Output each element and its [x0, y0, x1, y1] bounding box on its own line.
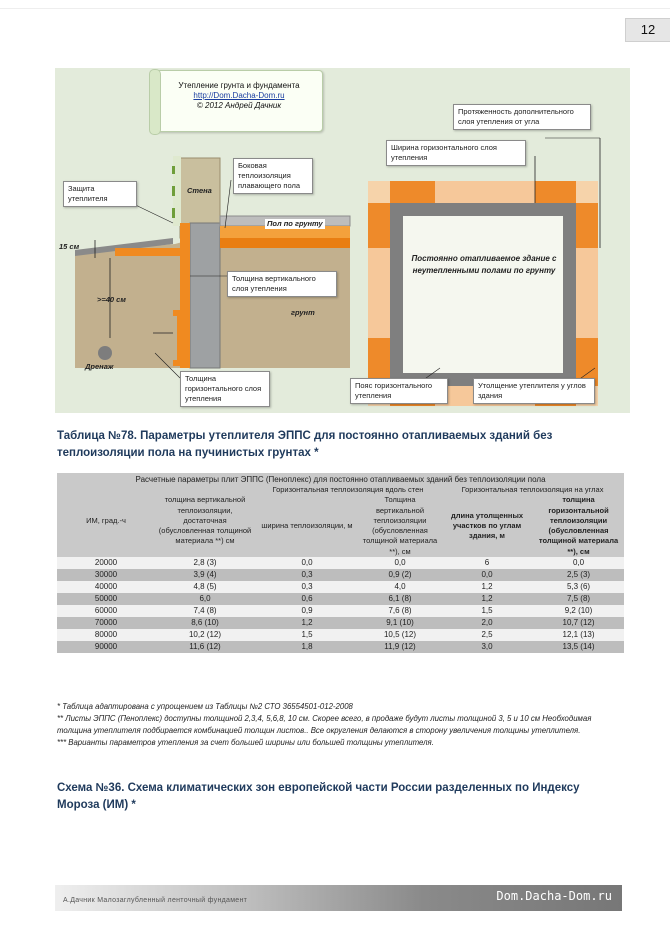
- table-row: [57, 617, 624, 629]
- col-h-thickness: Толщина вертикальной теплоизоляции (обусловленная толщиной материала **), см: [362, 495, 438, 556]
- table-cell: 7,5 (8): [533, 593, 624, 605]
- horizontal-insulation-strip: [115, 248, 190, 256]
- table-cell: 10,5 (12): [359, 629, 441, 641]
- table-cell: 2,5: [441, 629, 533, 641]
- table-cell: 6,0: [155, 593, 255, 605]
- table-cell: 1,5: [255, 629, 359, 641]
- footer-left: А.Дачник Малозаглубленный ленточный фундамент: [63, 897, 248, 904]
- table-cell: 0,3: [255, 569, 359, 581]
- col-vertical-thickness: толщина вертикальной теплоизоляции, достаточная (обусловленная толщиной материала **) см: [158, 495, 252, 546]
- table-cell: 7,6 (8): [359, 605, 441, 617]
- page-footer: [55, 885, 622, 911]
- drain-pipe: [98, 346, 112, 360]
- label-drain: Дренаж: [85, 362, 114, 371]
- table-cell: 6,1 (8): [359, 593, 441, 605]
- table-cell: 13,5 (14): [533, 641, 624, 653]
- heated-interior: [403, 216, 563, 373]
- table-cell: 2,0: [441, 617, 533, 629]
- table-cell: 0,9 (2): [359, 569, 441, 581]
- table-cell: 0,3: [255, 581, 359, 593]
- table-cell: 30000: [57, 569, 155, 581]
- callout-side-insulation: Боковая теплоизоляция плавающего пола: [233, 158, 313, 194]
- group-corners: Горизонтальная теплоизоляция на углах: [461, 485, 604, 494]
- col-corner-thickness: толщина горизонтальной теплоизоляции (обусловленная толщиной материала **), см: [538, 495, 619, 556]
- label-floor: Пол по грунту: [267, 219, 323, 228]
- table-cell: 40000: [57, 581, 155, 593]
- callout-corner-thickening: Утолщение утеплителя у углов здания: [473, 378, 595, 404]
- label-ground: грунт: [291, 308, 315, 317]
- col-width: ширина теплоизоляции, м: [261, 521, 353, 531]
- table-cell: 80000: [57, 629, 155, 641]
- foundation: [190, 223, 220, 368]
- table-cell: 3,9 (4): [155, 569, 255, 581]
- table-row: [57, 641, 624, 653]
- table-row: [57, 629, 624, 641]
- col-im: ИМ, град.-ч: [86, 515, 126, 525]
- site-link[interactable]: http://Dom.Dacha-Dom.ru: [193, 91, 285, 100]
- note-3: *** Варианты параметров утепления за счет большей ширины или большей толщины утеплителя.: [57, 738, 434, 747]
- table-title: Таблица №78. Параметры утеплителя ЭППС для постоянно отапливаемых зданий без теплоизоляции пола на пучинистых грунтах *: [57, 430, 553, 459]
- table-cell: 0,6: [255, 593, 359, 605]
- table-cell: 3,0: [441, 641, 533, 653]
- table-cell: 5,3 (6): [533, 581, 624, 593]
- table-cell: 9,1 (10): [359, 617, 441, 629]
- copyright-scroll: [155, 70, 323, 132]
- table-cell: 0,0: [359, 557, 441, 569]
- table-cell: 0,0: [533, 557, 624, 569]
- table-cell: 70000: [57, 617, 155, 629]
- table-cell: 1,2: [441, 581, 533, 593]
- callout-extra-length: Протяженность дополнительного слоя утепления от угла: [453, 104, 591, 130]
- table-cell: 90000: [57, 641, 155, 653]
- table-cell: 1,8: [255, 641, 359, 653]
- table-cell: 0,0: [441, 569, 533, 581]
- table-cell: 1,5: [441, 605, 533, 617]
- table-cell: 12,1 (13): [533, 629, 624, 641]
- table-cell: 8,6 (10): [155, 617, 255, 629]
- table-row: [57, 569, 624, 581]
- callout-vertical-thickness: Толщина вертикального слоя утепления: [227, 271, 337, 297]
- callout-protection: Защита утеплителя: [63, 181, 137, 207]
- table-cell: 7,4 (8): [155, 605, 255, 617]
- label-40cm: >=40 см: [97, 295, 126, 304]
- table-cell: 1,2: [255, 617, 359, 629]
- table-cell: 1,2: [441, 593, 533, 605]
- table-cell: 2,8 (3): [155, 557, 255, 569]
- table-cell: 2,5 (3): [533, 569, 624, 581]
- footer-site: Dom.Dacha-Dom.ru: [496, 889, 612, 903]
- label-wall: Стена: [187, 186, 212, 195]
- parameters-table: [57, 473, 624, 653]
- col-corner-length: длина утолщенных участков по углам здания, м: [450, 510, 524, 541]
- table-cell: 10,7 (12): [533, 617, 624, 629]
- table-cell: 9,2 (10): [533, 605, 624, 617]
- scheme-title: Схема №36. Схема климатических зон европейской части России разделенных по Индексу Мороза (ИМ) *: [57, 782, 580, 811]
- table-cell: 50000: [57, 593, 155, 605]
- callout-horizontal-width: Ширина горизонтального слоя утепления: [386, 140, 526, 166]
- table-cell: 6: [441, 557, 533, 569]
- plan-center-text: Постоянно отапливаемое здание с неутепленными полами по грунту: [411, 254, 557, 275]
- table-cell: 11,6 (12): [155, 641, 255, 653]
- table-cell: 4,0: [359, 581, 441, 593]
- group-horizontal: Горизонтальная теплоизоляция вдоль стен: [272, 485, 424, 494]
- note-1: * Таблица адаптирована с упрощением из Таблицы №2 СТО 36554501-012-2008: [57, 702, 353, 711]
- callout-horizontal-thickness: Толщина горизонтального слоя утепления: [180, 371, 270, 407]
- copyright: © 2012 Андрей Дачник: [196, 101, 282, 110]
- table-cell: 0,0: [255, 557, 359, 569]
- table-cell: 20000: [57, 557, 155, 569]
- table-row: [57, 593, 624, 605]
- table-cell: 10,2 (12): [155, 629, 255, 641]
- table-notes: [57, 701, 622, 749]
- label-15cm: 15 см: [59, 242, 80, 251]
- scroll-title: Утепление грунта и фундамента: [178, 81, 300, 90]
- table-cell: 11,9 (12): [359, 641, 441, 653]
- top-rule: [0, 8, 670, 9]
- page-number: 12: [625, 18, 670, 42]
- table-top-header: Расчетные параметры плит ЭППС (Пеноплекс) для постоянно отапливаемых зданий без теплоизоляции пола: [135, 474, 546, 484]
- callout-belt: Пояс горизонтального утепления: [350, 378, 448, 404]
- table-cell: 60000: [57, 605, 155, 617]
- table-row: [57, 581, 624, 593]
- table-row: [57, 605, 624, 617]
- note-2: ** Листы ЭППС (Пеноплекс) доступны толщиной 2,3,4, 5,6,8, 10 см. Скорее всего, в продаже будут листы толщиной 3, 5 и 10 см Необходимая толщина утеплителя подбирается комбинацией толщин листов.. Все округления делаются в сторону увеличения толщины утеплителя.: [57, 714, 592, 735]
- insulation-illustration: [55, 68, 630, 413]
- table-row: [57, 557, 624, 569]
- table-cell: 0,9: [255, 605, 359, 617]
- table-cell: 4,8 (5): [155, 581, 255, 593]
